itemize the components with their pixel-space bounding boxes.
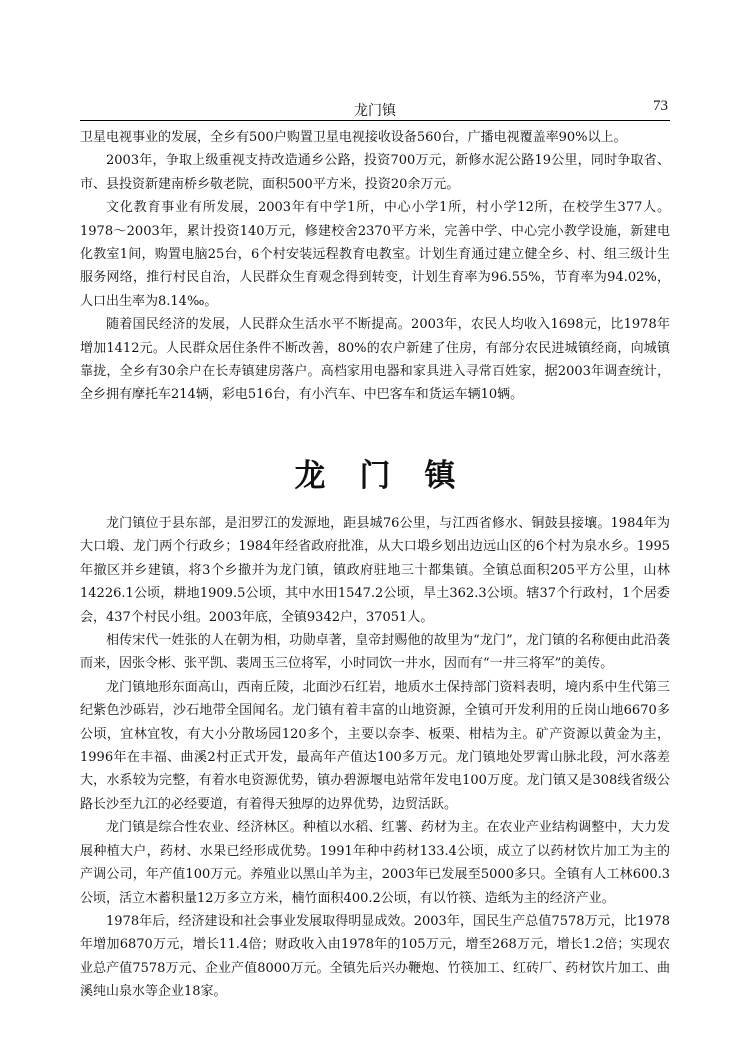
paragraph: 相传宋代一姓张的人在朝为相，功勋卓著，皇帝封赐他的故里为“龙门”，龙门镇的名称便由此沿袭而来，因张令彬、张平凯、裴周玉三位将军，小时同饮一井水，因而有“一井三将军”的美传。	[80, 633, 670, 672]
paragraph: 随着国民经济的发展，人民群众生活水平不断提高。2003年，农民人均收入1698元，比1978年增加1412元。人民群众居住条件不断改善，80%的农户新建了住房，有部分农民进城镇经商，向城镇靠拢，全乡有30余户在长寿镇建房落户。高档家用电器和家具进入寻常百姓家，据2003年调查统计，全乡拥有摩托车214辆，彩电516台，有小汽车、中巴客车和货运车辆10辆。	[80, 317, 670, 403]
section-text-block	[80, 512, 670, 1004]
paragraph: 卫星电视事业的发展，全乡有500户购置卫星电视接收设备560台，广播电视覆盖率90%以上。	[80, 130, 627, 145]
running-header	[80, 98, 670, 121]
paragraph: 文化教育事业有所发展，2003年有中学1所，中心小学1所，村小学12所，在校学生377人。1978～2003年，累计投资140万元，修建校舍2370平方米，完善中学、中心完小教学设施，新建电化教室1间，购置电脑25台，6个村安装远程教育电教室。计划生育通过建立健全乡、村、组三级计生服务网络，推行村民自治，人民群众生育观念得到转变，计划生育率为96.55%，节育率为94.02%，人口出生率为8.14‰。	[80, 200, 670, 309]
continued-text-block	[80, 126, 670, 407]
paragraph: 龙门镇是综合性农业、经济林区。种植以水稻、红薯、药材为主。在农业产业结构调整中，大力发展种植大户，药材、水果已经形成优势。1991年种中药材133.4公顷，成立了以药材饮片加工为主的产调公司，年产值100万元。养殖业以黑山羊为主，2003年已发展至5000多只。全镇有人工林600.3公顷，活立木蓄积量12万多立方米，楠竹面积400.2公顷，有以竹筷、造纸为主的经济产业。	[80, 820, 670, 906]
paragraph: 龙门镇位于县东部，是汨罗江的发源地，距县城76公里，与江西省修水、铜鼓县接壤。1984年为大口塅、龙门两个行政乡；1984年经省政府批准，从大口塅乡划出边远山区的6个村为泉水乡。1995年撤区并乡建镇，将3个乡撤并为龙门镇，镇政府驻地三十都集镇。全镇总面积205平方公里，山林14226.1公顷，耕地1909.5公顷，其中水田1547.2公顷，旱土362.3公顷。辖37个行政村，1个居委会，437个村民小组。2003年底，全镇9342户，37051人。	[80, 516, 670, 625]
paragraph: 龙门镇地形东面高山，西南丘陵，北面沙石红岩，地质水土保持部门资料表明，境内系中生代第三纪紫色沙砾岩，沙石地带全国闻名。龙门镇有着丰富的山地资源，全镇可开发利用的丘岗山地6670多公顷，宜林宜牧，有大小分散场园120多个，主要以奈李、板栗、柑桔为主。矿产资源以黄金为主，1996年在丰福、曲溪2村正式开发，最高年产值达100多万元。龙门镇地处罗霄山脉北段，河水落差大，水系较为完整，有着水电资源优势，镇办碧源堰电站常年发电100万度。龙门镇又是308线省级公路长沙至九江的必经要道，有着得天独厚的边界优势，边贸活跃。	[80, 679, 670, 812]
running-header-title: 龙门镇	[354, 103, 396, 119]
page-number: 73	[653, 98, 668, 114]
paragraph: 1978年后，经济建设和社会事业发展取得明显成效。2003年，国民生产总值7578万元，比1978年增加6870万元，增长11.4倍；财政收入由1978年的105万元，增至268万元，增长1.2倍；实现农业总产值7578万元、企业产值8000万元。全镇先后兴办鞭炮、竹筷加工、红砖厂、药材饮片加工、曲溪纯山泉水等企业18家。	[80, 913, 670, 1000]
section-title: 龙门镇	[294, 458, 490, 494]
paragraph: 2003年，争取上级重视支持改造通乡公路，投资700万元，新修水泥公路19公里，同时争取省、市、县投资新建南桥乡敬老院，面积500平方米，投资20余万元。	[80, 153, 670, 192]
